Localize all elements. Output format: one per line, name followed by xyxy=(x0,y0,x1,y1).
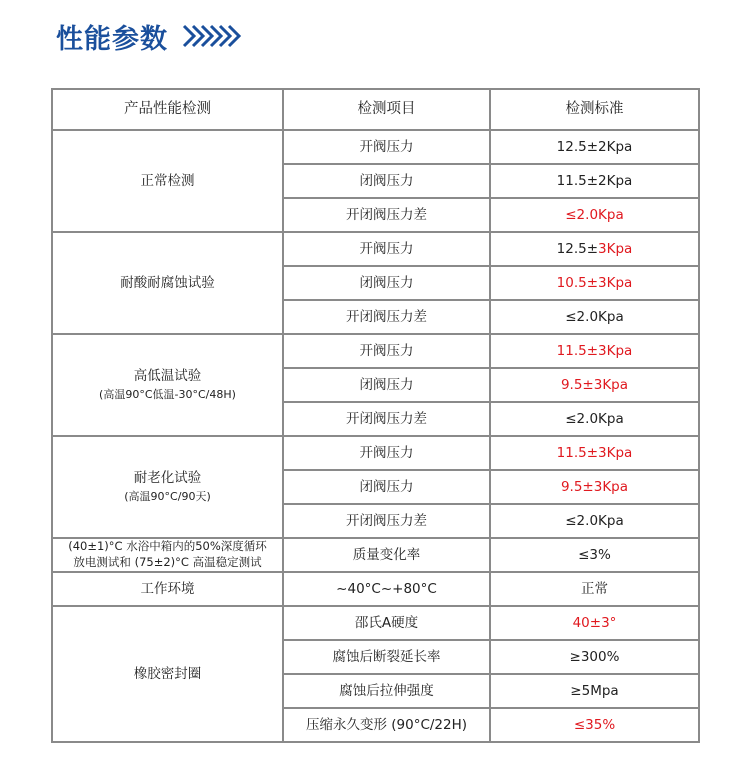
standard-cell: 正常 xyxy=(490,572,699,606)
section-header xyxy=(56,14,252,58)
item-cell: 腐蚀后拉伸强度 xyxy=(283,674,490,708)
group-note: (高温90°C/90天) xyxy=(124,490,211,504)
standard-cell: ≤2.0Kpa xyxy=(490,300,699,334)
group-cell: (40±1)°C 水浴中箱内的50%深度循环 放电测试和 (75±2)°C 高温稳定测试 xyxy=(52,538,283,572)
table-row xyxy=(52,130,699,164)
item-cell: 开阀压力 xyxy=(283,232,490,266)
table-row xyxy=(52,232,699,266)
standard-cell: 12.5±2Kpa xyxy=(490,130,699,164)
group-note: (高温90°C低温-30°C/48H) xyxy=(99,388,236,402)
standard-cell: 12.5±3Kpa xyxy=(490,232,699,266)
item-cell: 闭阀压力 xyxy=(283,266,490,300)
page-title: 性能参数 xyxy=(56,23,168,55)
standard-cell: ≤35% xyxy=(490,708,699,742)
item-cell: 开闭阀压力差 xyxy=(283,300,490,334)
item-cell: 开阀压力 xyxy=(283,436,490,470)
table-row xyxy=(52,334,699,368)
item-cell: 压缩永久变形 (90°C/22H) xyxy=(283,708,490,742)
chevron-right-icon xyxy=(180,23,252,49)
standard-cell: ≤2.0Kpa xyxy=(490,504,699,538)
table-header-row xyxy=(52,89,699,130)
group-cell: 耐酸耐腐蚀试验 xyxy=(52,232,283,334)
item-cell: 腐蚀后断裂延长率 xyxy=(283,640,490,674)
item-cell: 闭阀压力 xyxy=(283,164,490,198)
item-cell: 开闭阀压力差 xyxy=(283,504,490,538)
standard-cell: ≥5Mpa xyxy=(490,674,699,708)
standard-cell: 9.5±3Kpa xyxy=(490,368,699,402)
header-cell: 检测标准 xyxy=(490,89,699,130)
table-row xyxy=(52,606,699,640)
item-cell: 闭阀压力 xyxy=(283,368,490,402)
group-cell: 橡胶密封圈 xyxy=(52,606,283,742)
item-cell: 开阀压力 xyxy=(283,130,490,164)
standard-cell: ≤3% xyxy=(490,538,699,572)
standard-cell: 11.5±3Kpa xyxy=(490,334,699,368)
item-cell: 开闭阀压力差 xyxy=(283,198,490,232)
group-cell: 正常检测 xyxy=(52,130,283,232)
standard-cell: 11.5±3Kpa xyxy=(490,436,699,470)
item-cell: ~40°C~+80°C xyxy=(283,572,490,606)
item-cell: 闭阀压力 xyxy=(283,470,490,504)
table-row xyxy=(52,436,699,470)
standard-cell: 10.5±3Kpa xyxy=(490,266,699,300)
standard-cell: 9.5±3Kpa xyxy=(490,470,699,504)
header-cell: 产品性能检测 xyxy=(52,89,283,130)
item-cell: 开闭阀压力差 xyxy=(283,402,490,436)
standard-cell: 11.5±2Kpa xyxy=(490,164,699,198)
standard-cell: ≤2.0Kpa xyxy=(490,402,699,436)
item-cell: 邵氏A硬度 xyxy=(283,606,490,640)
table-row xyxy=(52,538,699,572)
standard-cell: ≤2.0Kpa xyxy=(490,198,699,232)
table-row xyxy=(52,572,699,606)
group-cell: 高低温试验 (高温90°C低温-30°C/48H) xyxy=(52,334,283,436)
header-cell: 检测项目 xyxy=(283,89,490,130)
group-cell: 工作环境 xyxy=(52,572,283,606)
performance-table xyxy=(51,88,700,743)
standard-cell: 40±3° xyxy=(490,606,699,640)
standard-cell: ≥300% xyxy=(490,640,699,674)
item-cell: 开阀压力 xyxy=(283,334,490,368)
group-cell: 耐老化试验 (高温90°C/90天) xyxy=(52,436,283,538)
item-cell: 质量变化率 xyxy=(283,538,490,572)
